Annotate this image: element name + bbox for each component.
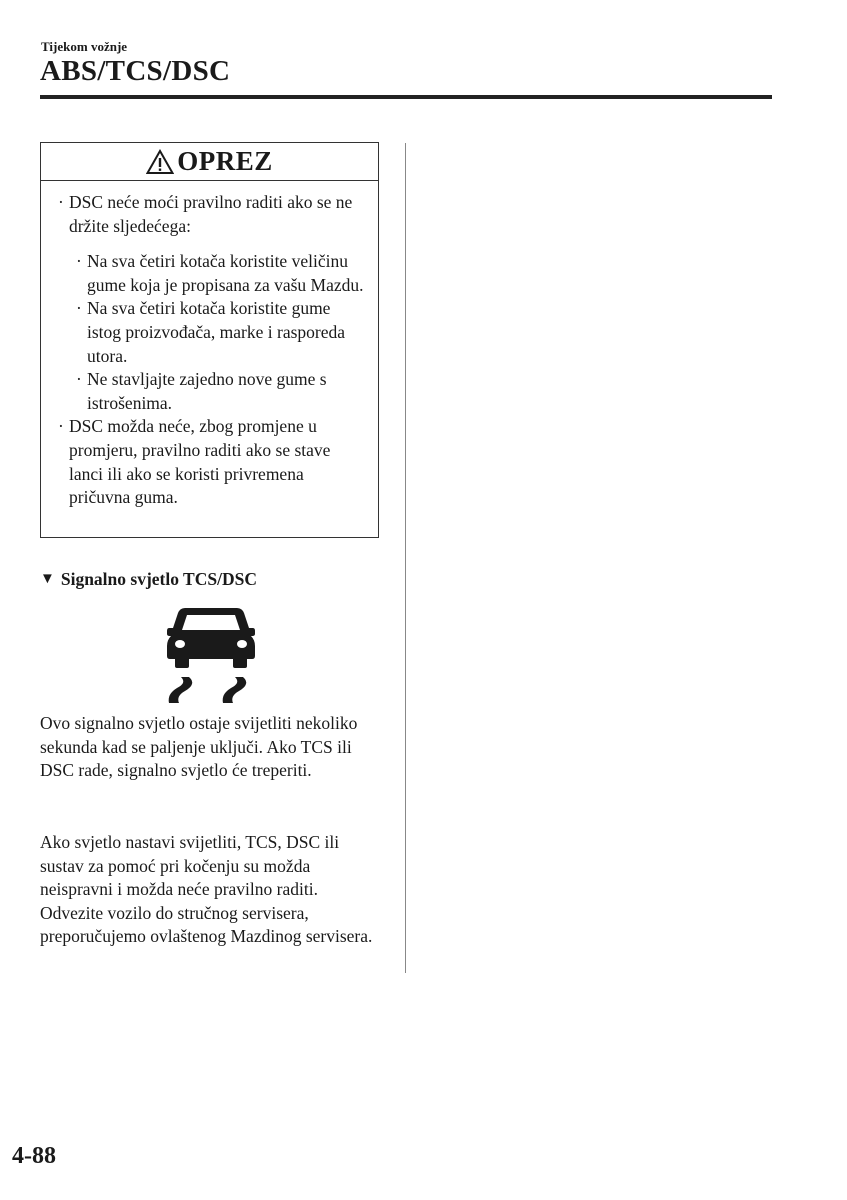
caution-item-text: DSC neće moći pravilno raditi ako se ne držite sljedećega: [69,192,353,236]
triangle-down-icon: ▼ [40,571,55,587]
caution-item [41,415,378,509]
bullet-dot: · [76,369,82,390]
bullet-dot: · [58,416,64,437]
paragraph: Ako svjetlo nastavi svijetliti, TCS, DSC ili sustav za pomoć pri kočenju su možda neispravni i možda neće pravilno raditi. Odvezite vozilo do stručnog servisera, preporučujemo ovlaštenog Mazdinog servisera. [40,832,373,947]
subsection-heading [40,569,257,590]
paragraph: Ovo signalno svjetlo ostaje svijetliti nekoliko sekunda kad se paljenje uključi. Ako TCS ili DSC rade, signalno svjetlo će treperiti. [40,713,358,781]
caution-item [41,191,378,238]
tcs-dsc-skid-car-icon [163,604,259,708]
caution-sub-item-text: Ne stavljajte zajedno nove gume s istrošenima. [87,369,327,413]
title-rule [40,95,772,99]
caution-header [41,143,378,181]
caution-title: OPREZ [177,146,273,176]
caution-sub-item-text: Na sva četiri kotača koristite veličinu gume koja je propisana za vašu Mazdu. [87,251,364,295]
caution-sub-item [41,368,378,415]
caution-sub-item [41,250,378,297]
caution-sub-item [41,297,378,368]
caution-item-text: DSC možda neće, zbog promjene u promjeru, pravilno raditi ako se stave lanci ili ako se koristi privremena pričuvna guma. [69,416,331,508]
caution-body [41,181,378,510]
bullet-dot: · [76,251,82,272]
caution-sub-item-text: Na sva četiri kotača koristite gume istog proizvođača, marke i rasporeda utora. [87,298,346,366]
section-label: Tijekom vožnje [41,39,128,54]
bullet-dot: · [58,192,64,212]
page-number: 4-88 [12,1143,56,1169]
warning-triangle-icon [146,149,174,175]
caution-box [40,142,379,538]
subsection-title: Signalno svjetlo TCS/DSC [60,569,257,589]
column-divider [405,143,406,973]
caution-sub-list [41,250,378,415]
bullet-dot: · [76,298,82,319]
page-title: ABS/TCS/DSC [40,55,231,87]
